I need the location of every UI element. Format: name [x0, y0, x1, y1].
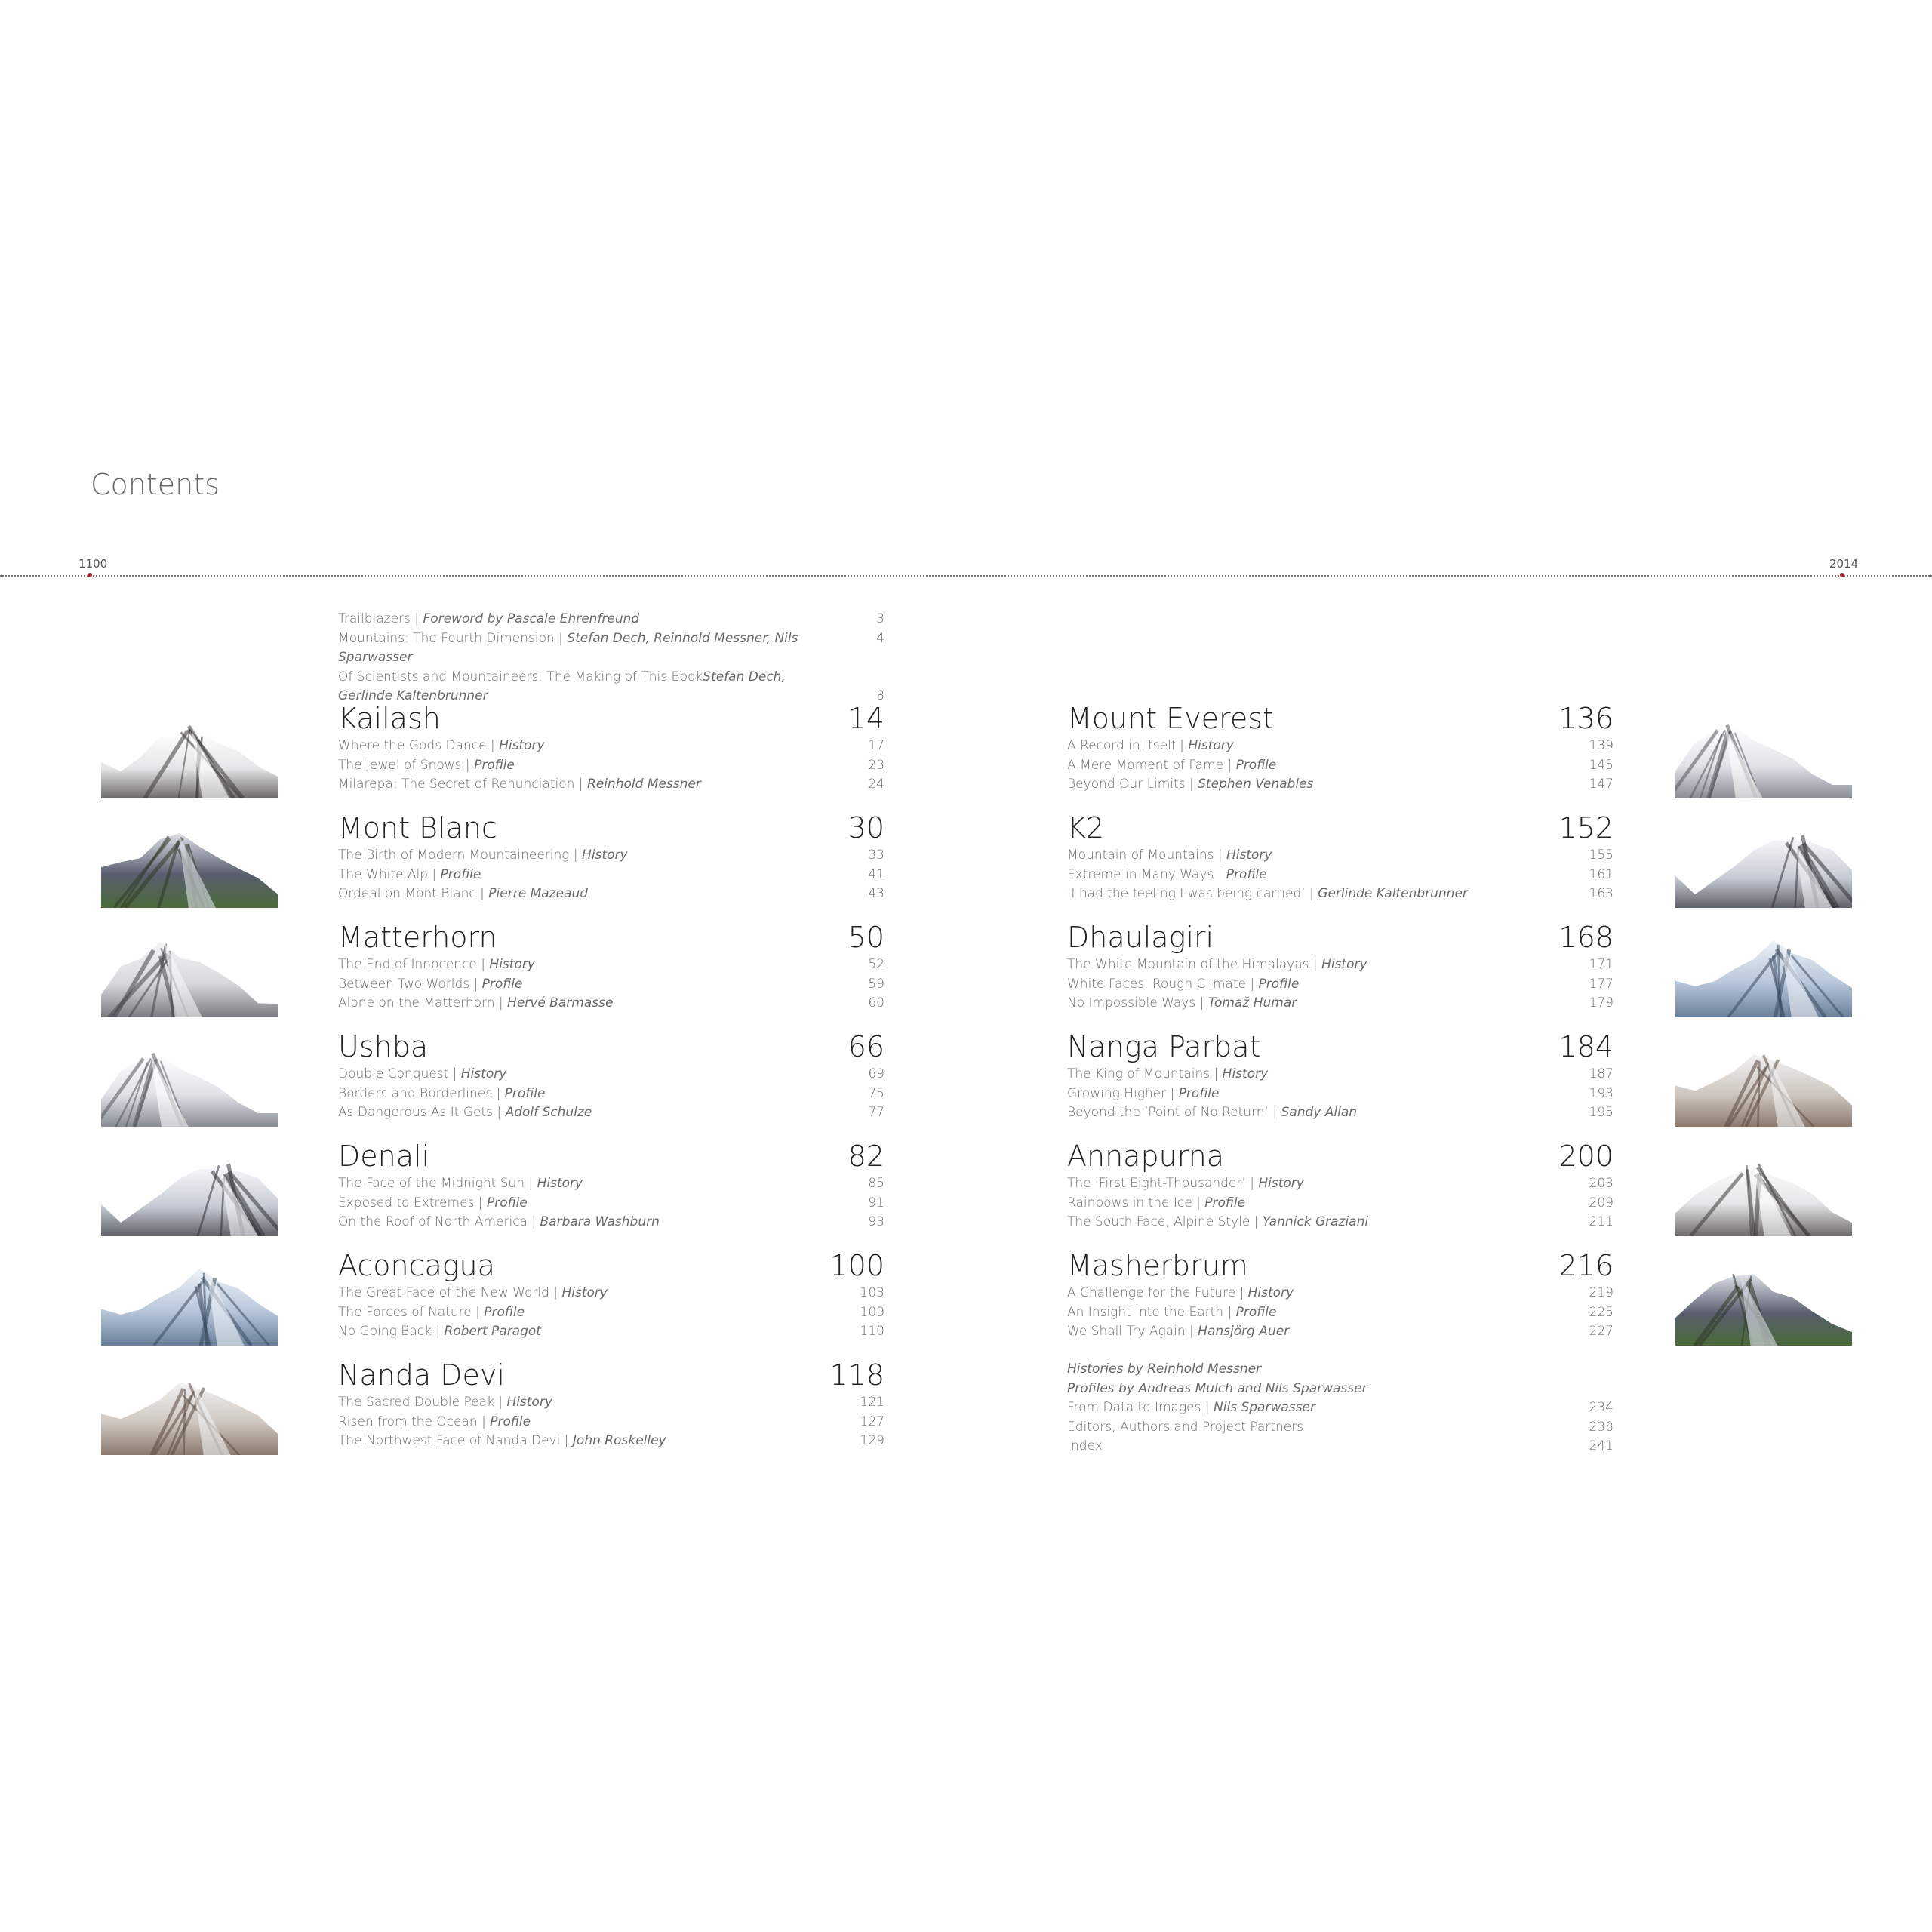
chapter-k2 — [1067, 811, 1614, 904]
chapter-entry[interactable]: Exposed to Extremes | Profile 91 — [338, 1194, 884, 1214]
page-number: 60 — [868, 995, 884, 1011]
entry-author: History — [460, 1066, 507, 1081]
entry-author: Barbara Washburn — [540, 1214, 660, 1230]
entry-author: Profile — [474, 757, 515, 773]
mountain-thumbnail — [101, 1257, 278, 1346]
chapter-entry[interactable]: A Challenge for the Future | History 219 — [1067, 1284, 1614, 1303]
chapter-entry[interactable]: The Great Face of the New World | History 103 — [338, 1284, 884, 1303]
appendix-entry[interactable] — [1067, 1437, 1614, 1457]
entry-title: Of Scientists and Mountaineers: The Making of This Book — [338, 669, 703, 685]
mountain-thumbnail — [1675, 709, 1852, 798]
chapter-page: 14 — [848, 702, 884, 735]
page-number: 177 — [1589, 976, 1614, 992]
page-number: 33 — [868, 848, 884, 863]
page-number: 4 — [876, 630, 884, 646]
entry-title: Milarepa: The Secret of Renunciation — [338, 777, 575, 792]
entry-title: The Jewel of Snows — [338, 757, 462, 773]
chapter-entry[interactable]: Extreme in Many Ways | Profile 161 — [1067, 866, 1614, 885]
chapter-title: Denali — [338, 1140, 430, 1173]
entry-title: As Dangerous As It Gets — [338, 1105, 494, 1121]
chapter-title: Ushba — [338, 1030, 429, 1063]
entry-title: Trailblazers — [338, 611, 411, 626]
chapter-entry[interactable]: Risen from the Ocean | Profile 127 — [338, 1413, 884, 1432]
entry-title: Mountain of Mountains — [1067, 848, 1214, 863]
chapter-entry[interactable]: Beyond Our Limits | Stephen Venables 147 — [1067, 775, 1614, 795]
chapter-heading[interactable] — [338, 1140, 884, 1173]
chapter-heading[interactable] — [1067, 1030, 1614, 1063]
appendix-entry[interactable] — [1067, 1380, 1614, 1399]
chapter-page: 30 — [848, 811, 884, 844]
chapter-entry[interactable]: Milarepa: The Secret of Renunciation | Reinhold Messner 24 — [338, 775, 884, 795]
chapter-entry[interactable]: White Faces, Rough Climate | Profile 177 — [1067, 975, 1614, 995]
page-number: 59 — [868, 976, 884, 992]
chapter-title: Mount Everest — [1067, 702, 1274, 735]
chapter-heading[interactable] — [338, 1358, 884, 1392]
entry-author: Tomaž Humar — [1208, 995, 1297, 1011]
entry-author: History — [499, 738, 545, 753]
entry-author: Profile — [1204, 1195, 1246, 1211]
entry-author: Adolf Schulze — [505, 1105, 592, 1121]
page-number: 8 — [876, 688, 884, 704]
chapter-mont-blanc — [338, 811, 884, 904]
chapter-heading[interactable] — [338, 1030, 884, 1063]
chapter-heading[interactable] — [1067, 811, 1614, 844]
entry-title: A Record in Itself — [1067, 738, 1176, 753]
entry-title: An Insight into the Earth — [1067, 1304, 1224, 1320]
chapter-heading[interactable] — [338, 1249, 884, 1282]
chapter-entry[interactable]: The South Face, Alpine Style | Yannick Graziani 211 — [1067, 1213, 1614, 1232]
entry-author: Stephen Venables — [1198, 777, 1314, 792]
timeline-start-marker — [88, 573, 92, 577]
page-number: 211 — [1589, 1214, 1614, 1230]
page-number: 227 — [1589, 1324, 1614, 1340]
page-number: 225 — [1589, 1304, 1614, 1320]
entry-author: Profile — [1178, 1085, 1220, 1101]
page-number: 193 — [1589, 1085, 1614, 1101]
entry-title: We Shall Try Again — [1067, 1324, 1186, 1340]
mountain-thumbnail — [101, 819, 278, 908]
chapter-entry[interactable]: Alone on the Matterhorn | Hervé Barmasse 60 — [338, 994, 884, 1014]
entry-title: Between Two Worlds — [338, 976, 470, 992]
chapter-heading[interactable] — [1067, 702, 1614, 735]
page-number: 145 — [1589, 757, 1614, 773]
chapter-title: Annapurna — [1067, 1140, 1224, 1173]
entry-author: Histories by Reinhold Messner — [1067, 1361, 1262, 1377]
chapter-entry[interactable]: ‘I had the feeling I was being carried’ | Gerlinde Kaltenbrunner 163 — [1067, 884, 1614, 904]
chapter-matterhorn — [338, 921, 884, 1014]
chapter-page: 200 — [1558, 1140, 1614, 1173]
entry-title: Where the Gods Dance — [338, 738, 487, 753]
entry-title: The Great Face of the New World — [338, 1285, 549, 1300]
chapter-entry[interactable]: The End of Innocence | History 52 — [338, 955, 884, 975]
chapter-heading[interactable] — [1067, 1249, 1614, 1282]
mountain-thumbnail — [1675, 1038, 1852, 1127]
entry-title: Double Conquest — [338, 1066, 449, 1081]
intro-entry[interactable]: Trailblazers | Foreword by Pascale Ehrenfreund 3 — [338, 610, 884, 629]
chapter-nanga-parbat — [1067, 1030, 1614, 1123]
mountain-thumbnail — [1675, 1257, 1852, 1346]
chapter-masherbrum — [1067, 1249, 1614, 1342]
entry-title: The Sacred Double Peak — [338, 1395, 494, 1410]
chapter-page: 168 — [1558, 921, 1614, 954]
entry-title: The South Face, Alpine Style — [1067, 1214, 1251, 1230]
entry-title: From Data to Images — [1067, 1400, 1201, 1416]
appendix-entry[interactable]: From Data to Images | Nils Sparwasser 234 — [1067, 1398, 1614, 1418]
chapter-aconcagua — [338, 1249, 884, 1342]
entry-title: Rainbows in the Ice — [1067, 1195, 1192, 1211]
entry-author: Gerlinde Kaltenbrunner — [338, 688, 488, 704]
entry-title: A Challenge for the Future — [1067, 1285, 1236, 1300]
page-number: 147 — [1589, 777, 1614, 792]
chapter-entry[interactable]: The Jewel of Snows | Profile 23 — [338, 756, 884, 776]
entry-author: Profile — [1258, 976, 1300, 992]
entry-title: Extreme in Many Ways — [1067, 866, 1214, 882]
chapter-heading[interactable] — [1067, 921, 1614, 954]
entry-author: History — [489, 957, 535, 972]
page-number: 209 — [1589, 1195, 1614, 1211]
entry-title: The Birth of Modern Mountaineering — [338, 848, 570, 863]
page-number: 121 — [860, 1395, 884, 1410]
entry-title: No Going Back — [338, 1324, 432, 1340]
page-number: 203 — [1589, 1176, 1614, 1191]
chapter-title: Nanda Devi — [338, 1358, 505, 1392]
page-title: Contents — [91, 468, 220, 501]
entry-author: Stefan Dech, — [703, 669, 786, 685]
page-number: 103 — [860, 1285, 884, 1300]
entry-title: Ordeal on Mont Blanc — [338, 886, 476, 902]
entry-author: Foreword by Pascale Ehrenfreund — [423, 611, 640, 626]
entry-author: Profile — [486, 1195, 528, 1211]
entry-author: Profile — [440, 866, 481, 882]
entry-title: On the Roof of North America — [338, 1214, 528, 1230]
page-number: 127 — [860, 1414, 884, 1429]
entry-author: History — [1258, 1176, 1304, 1191]
chapter-entry[interactable]: The White Mountain of the Himalayas | History 171 — [1067, 955, 1614, 975]
chapter-page: 184 — [1558, 1030, 1614, 1063]
chapter-heading[interactable] — [338, 921, 884, 954]
page-number: 69 — [868, 1066, 884, 1081]
entry-author: Profile — [1235, 1304, 1277, 1320]
entry-title: Borders and Borderlines — [338, 1085, 493, 1101]
page-number: 75 — [868, 1085, 884, 1101]
chapter-entry[interactable]: Beyond the ‘Point of No Return’ | Sandy Allan 195 — [1067, 1103, 1614, 1123]
mountain-thumbnail — [101, 1147, 278, 1236]
page-number: 85 — [868, 1176, 884, 1191]
entry-author: Gerlinde Kaltenbrunner — [1318, 886, 1468, 902]
page-number: 238 — [1589, 1419, 1614, 1435]
page-number: 110 — [860, 1324, 884, 1340]
chapter-heading[interactable] — [1067, 1140, 1614, 1173]
mountain-thumbnail — [1675, 1147, 1852, 1236]
entry-title: The Forces of Nature — [338, 1304, 472, 1320]
entry-title: Growing Higher — [1067, 1085, 1167, 1101]
chapter-entry[interactable]: The Birth of Modern Mountaineering | History 33 — [338, 846, 884, 866]
entry-author: Hansjörg Auer — [1198, 1324, 1290, 1340]
entry-title: Editors, Authors and Project Partners — [1067, 1419, 1304, 1435]
entry-title: Alone on the Matterhorn — [338, 995, 495, 1011]
entry-title: The Northwest Face of Nanda Devi — [338, 1433, 561, 1449]
entry-author: Profile — [490, 1414, 531, 1429]
timeline-end-marker — [1840, 573, 1844, 577]
entry-author: History — [1321, 957, 1367, 972]
chapter-entry[interactable]: Where the Gods Dance | History 17 — [338, 737, 884, 756]
chapter-entry[interactable]: As Dangerous As It Gets | Adolf Schulze 77 — [338, 1103, 884, 1123]
entry-title: The Face of the Midnight Sun — [338, 1176, 525, 1191]
chapter-entry[interactable]: No Going Back | Robert Paragot 110 — [338, 1322, 884, 1342]
entry-title: The King of Mountains — [1067, 1066, 1211, 1081]
chapter-title: Masherbrum — [1067, 1249, 1248, 1282]
page-number: 129 — [860, 1433, 884, 1449]
page-number: 43 — [868, 886, 884, 902]
entry-title: Beyond the ‘Point of No Return’ — [1067, 1105, 1269, 1121]
page-number: 17 — [868, 738, 884, 753]
mountain-thumbnail — [1675, 928, 1852, 1017]
page-number: 3 — [876, 611, 884, 626]
entry-author: Robert Paragot — [444, 1324, 541, 1340]
chapter-entry[interactable]: Growing Higher | Profile 193 — [1067, 1084, 1614, 1104]
chapter-title: Aconcagua — [338, 1249, 495, 1282]
page-number: 195 — [1589, 1105, 1614, 1121]
entry-author: Profile — [504, 1085, 546, 1101]
entry-author: Profiles by Andreas Mulch and Nils Sparwasser — [1067, 1380, 1367, 1396]
entry-author: Profile — [481, 976, 523, 992]
chapter-title: Nanga Parbat — [1067, 1030, 1261, 1063]
appendix-entry[interactable] — [1067, 1360, 1614, 1380]
chapter-page: 100 — [829, 1249, 884, 1282]
intro-entry[interactable]: Mountains: The Fourth Dimension | Stefan Dech, Reinhold Messner, Nils Sparwasser 4 — [338, 630, 884, 666]
chapter-entry[interactable]: The Northwest Face of Nanda Devi | John Roskelley 129 — [338, 1432, 884, 1451]
mountain-thumbnail — [101, 1366, 278, 1455]
chapter-entry[interactable]: The White Alp | Profile 41 — [338, 866, 884, 885]
intro-list — [338, 610, 884, 706]
entry-author: Stefan Dech, Reinhold Messner, Nils Sparwasser — [338, 630, 798, 666]
timeline-start-label: 1100 — [78, 557, 108, 571]
entry-title: The White Alp — [338, 866, 428, 882]
page-number: 93 — [868, 1214, 884, 1230]
page-number: 179 — [1589, 995, 1614, 1011]
entry-title: Exposed to Extremes — [338, 1195, 475, 1211]
chapter-entry[interactable]: Borders and Borderlines | Profile 75 — [338, 1084, 884, 1104]
chapter-heading[interactable] — [338, 811, 884, 844]
page-number: 155 — [1589, 848, 1614, 863]
chapter-entry[interactable]: Between Two Worlds | Profile 59 — [338, 975, 884, 995]
chapter-page: 216 — [1558, 1249, 1614, 1282]
chapter-mount-everest — [1067, 702, 1614, 795]
chapter-entry[interactable]: Rainbows in the Ice | Profile 209 — [1067, 1194, 1614, 1214]
chapter-entry[interactable]: The Sacred Double Peak | History 121 — [338, 1393, 884, 1413]
chapter-page: 152 — [1558, 811, 1614, 844]
entry-author: History — [1247, 1285, 1294, 1300]
entry-author: History — [1188, 738, 1234, 753]
chapter-title: Kailash — [338, 702, 441, 735]
mountain-thumbnail — [101, 928, 278, 1017]
chapter-entry[interactable]: The Face of the Midnight Sun | History 85 — [338, 1174, 884, 1194]
entry-title: Beyond Our Limits — [1067, 777, 1186, 792]
chapter-title: Mont Blanc — [338, 811, 497, 844]
chapter-entry[interactable]: An Insight into the Earth | Profile 225 — [1067, 1303, 1614, 1323]
mountain-thumbnail — [1675, 819, 1852, 908]
chapter-entry[interactable]: Double Conquest | History 69 — [338, 1065, 884, 1084]
chapter-page: 136 — [1558, 702, 1614, 735]
entry-author: History — [506, 1395, 552, 1410]
appendix-entry[interactable] — [1067, 1418, 1614, 1438]
entry-author: History — [1222, 1066, 1269, 1081]
page-number: 52 — [868, 957, 884, 972]
page-number: 219 — [1589, 1285, 1614, 1300]
chapter-dhaulagiri — [1067, 921, 1614, 1014]
entry-author: Profile — [1226, 866, 1267, 882]
timeline-line — [0, 575, 1932, 577]
entry-title: The ‘First Eight-Thousander’ — [1067, 1176, 1246, 1191]
page-number: 161 — [1589, 866, 1614, 882]
entry-title: The End of Innocence — [338, 957, 477, 972]
page-number: 23 — [868, 757, 884, 773]
entry-author: History — [1226, 848, 1272, 863]
entry-author: Reinhold Messner — [586, 777, 701, 792]
entry-title: The White Mountain of the Himalayas — [1067, 957, 1309, 972]
chapter-page: 118 — [829, 1358, 884, 1392]
chapter-entry[interactable]: A Mere Moment of Fame | Profile 145 — [1067, 756, 1614, 776]
entry-title: Mountains: The Fourth Dimension — [338, 630, 555, 646]
chapter-entry[interactable]: On the Roof of North America | Barbara Washburn 93 — [338, 1213, 884, 1232]
page-number: 139 — [1589, 738, 1614, 753]
page-number: 171 — [1589, 957, 1614, 972]
entry-author: John Roskelley — [572, 1433, 666, 1449]
chapter-entry[interactable]: A Record in Itself | History 139 — [1067, 737, 1614, 756]
mountain-thumbnail — [101, 709, 278, 798]
entry-author: History — [537, 1176, 583, 1191]
entry-author: Hervé Barmasse — [507, 995, 614, 1011]
intro-entry[interactable] — [338, 668, 884, 688]
chapter-annapurna — [1067, 1140, 1614, 1232]
chapter-kailash — [338, 702, 884, 795]
entry-title: No Impossible Ways — [1067, 995, 1196, 1011]
entry-author: History — [561, 1285, 608, 1300]
entry-author: Sandy Allan — [1281, 1105, 1358, 1121]
entry-author: Yannick Graziani — [1262, 1214, 1369, 1230]
chapter-entry[interactable]: No Impossible Ways | Tomaž Humar 179 — [1067, 994, 1614, 1014]
chapter-denali — [338, 1140, 884, 1232]
chapter-nanda-devi — [338, 1358, 884, 1451]
page-number: 41 — [868, 866, 884, 882]
page-number: 109 — [860, 1304, 884, 1320]
entry-title: White Faces, Rough Climate — [1067, 976, 1246, 992]
entry-author: Pierre Mazeaud — [488, 886, 589, 902]
chapter-entry[interactable]: Mountain of Mountains | History 155 — [1067, 846, 1614, 866]
chapter-entry[interactable]: We Shall Try Again | Hansjörg Auer 227 — [1067, 1322, 1614, 1342]
timeline-end-label: 2014 — [1829, 557, 1859, 571]
chapter-ushba — [338, 1030, 884, 1123]
entry-title: Risen from the Ocean — [338, 1414, 478, 1429]
chapter-page: 50 — [848, 921, 884, 954]
chapter-heading[interactable] — [338, 702, 884, 735]
entry-author: Profile — [484, 1304, 525, 1320]
entry-title: ‘I had the feeling I was being carried’ — [1067, 886, 1306, 902]
page-number: 163 — [1589, 886, 1614, 902]
mountain-thumbnail — [101, 1038, 278, 1127]
page-number: 234 — [1589, 1400, 1614, 1416]
chapter-entry[interactable]: Ordeal on Mont Blanc | Pierre Mazeaud 43 — [338, 884, 884, 904]
entry-title: Index — [1067, 1438, 1103, 1454]
appendix-list — [1067, 1360, 1614, 1457]
entry-title: A Mere Moment of Fame — [1067, 757, 1224, 773]
entry-author: Profile — [1235, 757, 1277, 773]
page-number: 187 — [1589, 1066, 1614, 1081]
chapter-entry[interactable]: The ‘First Eight-Thousander’ | History 203 — [1067, 1174, 1614, 1194]
page-number: 91 — [868, 1195, 884, 1211]
chapter-entry[interactable]: The King of Mountains | History 187 — [1067, 1065, 1614, 1084]
chapter-title: Matterhorn — [338, 921, 497, 954]
chapter-title: Dhaulagiri — [1067, 921, 1214, 954]
page-number: 241 — [1589, 1438, 1614, 1454]
entry-author: History — [582, 848, 628, 863]
page-number: 77 — [868, 1105, 884, 1121]
chapter-title: K2 — [1067, 811, 1105, 844]
chapter-page: 66 — [848, 1030, 884, 1063]
chapter-entry[interactable]: The Forces of Nature | Profile 109 — [338, 1303, 884, 1323]
chapter-page: 82 — [848, 1140, 884, 1173]
page-number: 24 — [868, 777, 884, 792]
entry-author: Nils Sparwasser — [1214, 1400, 1315, 1416]
